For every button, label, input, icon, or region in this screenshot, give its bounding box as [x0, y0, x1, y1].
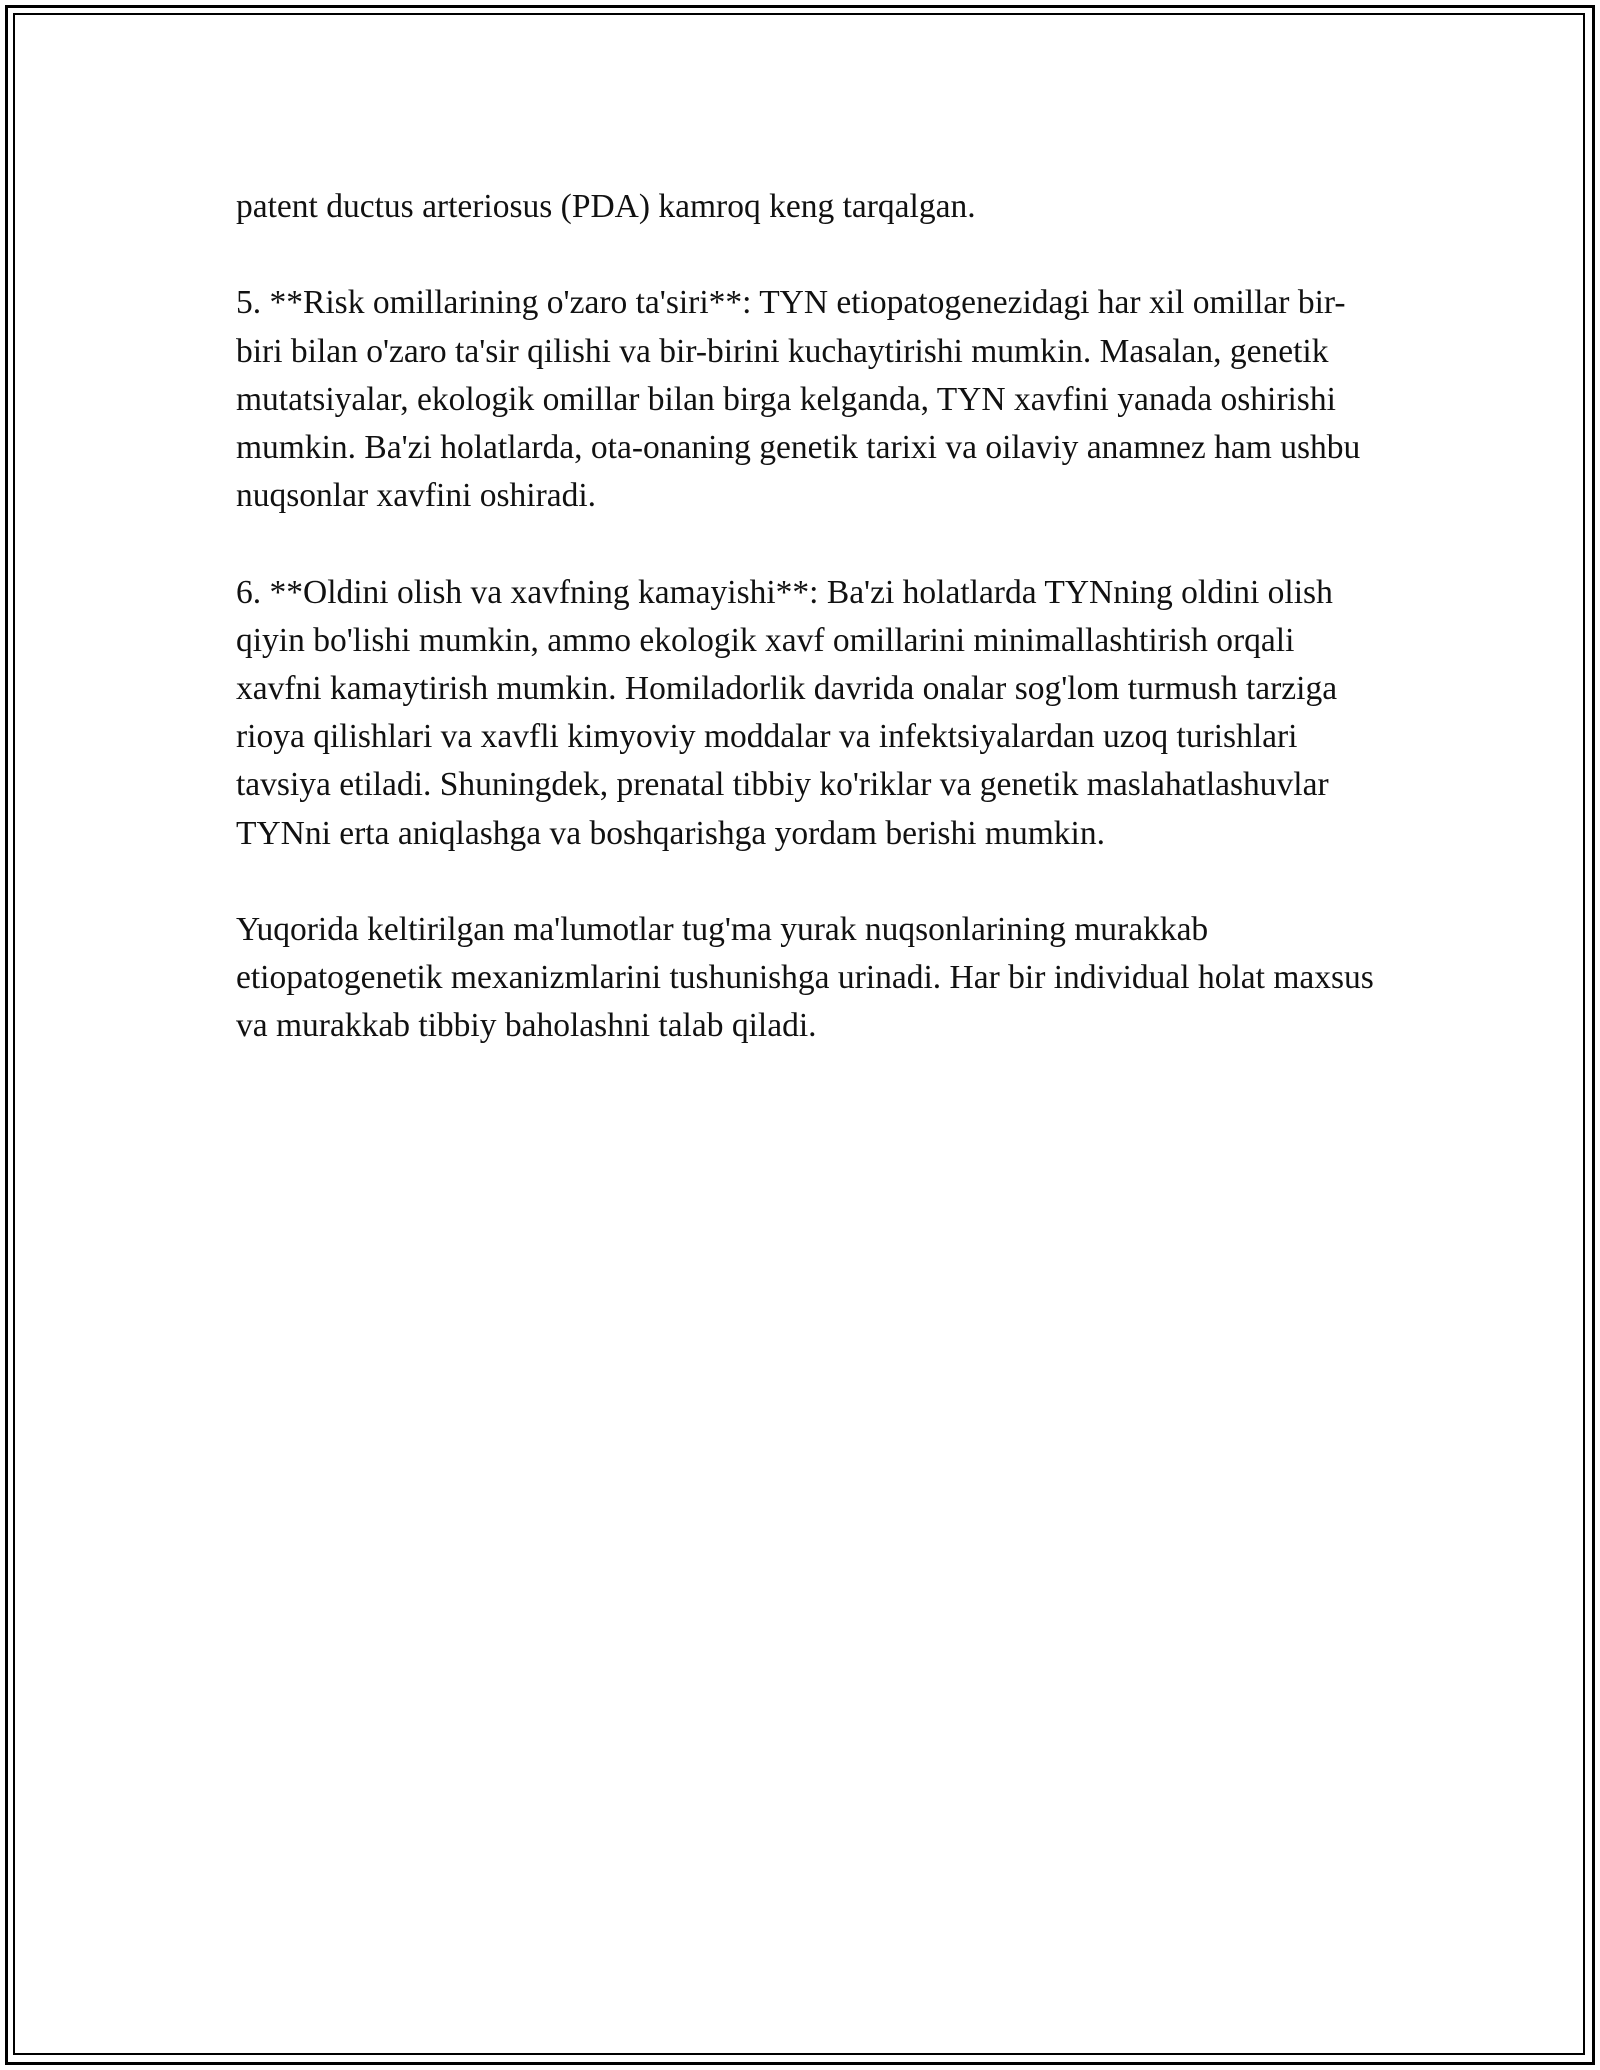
paragraph-risk-factors-interaction: 5. **Risk omillarining o'zaro ta'siri**: TYN etiopatogenezidagi har xil omillar bir-biri bilan o'zaro ta'sir qilishi va bir-birini kuchaytirishi mumkin. Masalan, genetik mutatsiyalar, ekologik omillar bilan birga kelganda, TYN xavfini yanada oshirishi mumkin. Ba'zi holatlarda, ota-onaning genetik tarixi va oilaviy anamnez ham ushbu nuqsonlar xavfini oshiradi.	[236, 284, 1361, 515]
document-body	[236, 183, 1376, 1051]
paragraph-conclusion: Yuqorida keltirilgan ma'lumotlar tug'ma yurak nuqsonlarining murakkab etiopatogenetik mexanizmlarini tushunishga urinadi. Har bir individual holat maxsus va murakkab tibbiy baholashni talab qiladi.	[236, 911, 1374, 1045]
paragraph-prevention: 6. **Oldini olish va xavfning kamayishi**: Ba'zi holatlarda TYNning oldini olish qiyin bo'lishi mumkin, ammo ekologik xavf omillarini minimallashtirish orqali xavfni kamaytirish mumkin. Homiladorlik davrida onalar sog'lom turmush tarziga rioya qilishlari va xavfli kimyoviy moddalar va infektsiyalardan uzoq turishlari tavsiya etiladi. Shuningdek, prenatal tibbiy ko'riklar va genetik maslahatlashuvlar TYNni erta aniqlashga va boshqarishga yordam berishi mumkin.	[236, 573, 1338, 852]
paragraph-pda-continuation: patent ductus arteriosus (PDA) kamroq keng tarqalgan.	[236, 188, 976, 225]
